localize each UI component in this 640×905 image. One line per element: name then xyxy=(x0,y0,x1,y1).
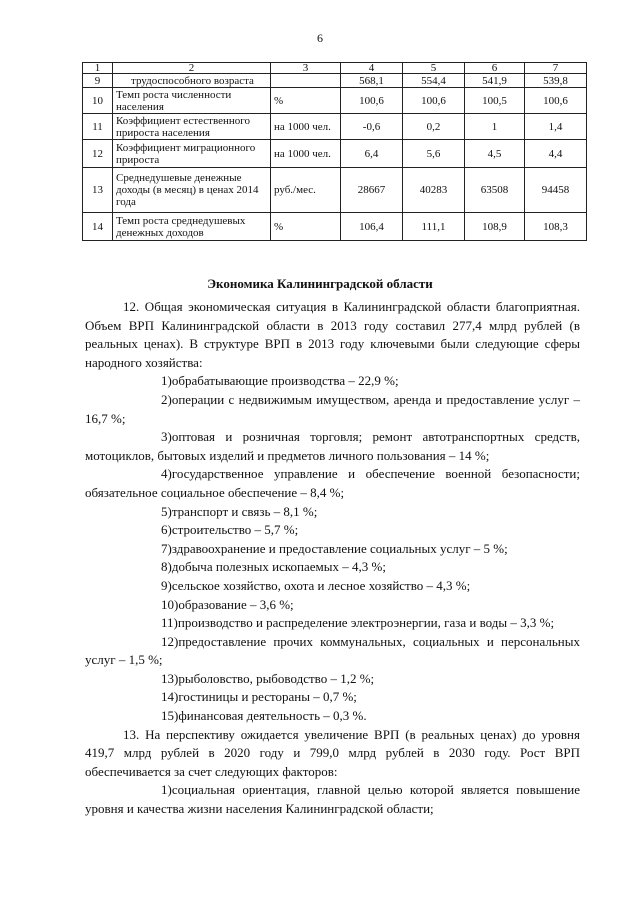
indicator-unit: на 1000 чел. xyxy=(271,114,341,140)
list-item-text: производство и распределение электроэнергии, газа и воды – 3,3 %; xyxy=(177,615,555,631)
value-cell: 111,1 xyxy=(403,213,465,241)
row-number: 11 xyxy=(83,114,113,140)
list-item xyxy=(85,465,580,502)
value-cell: -0,6 xyxy=(341,114,403,140)
list-item-number: 15) xyxy=(161,708,179,724)
list-item xyxy=(85,372,580,391)
paragraph-12: 12. Общая экономическая ситуация в Калининградской области благоприятная. Объем ВРП Калининградской области в 2013 году составил 277,4 млрд рублей (в реальных ценах). В структуре ВРП в 2013 году ключевыми были следующие сферы народного хозяйства: xyxy=(85,299,580,370)
header-cell: 2 xyxy=(113,63,271,74)
header-cell: 7 xyxy=(525,63,587,74)
list-item-number: 1) xyxy=(161,373,172,389)
list-item-text: операции с недвижимым имуществом, аренда и предоставление услуг – 16,7 %; xyxy=(85,391,580,426)
indicator-name: Темп роста среднедушевых денежных доходов xyxy=(113,213,271,241)
row-number: 14 xyxy=(83,213,113,241)
list-item-text: здравоохранение и предоставление социальных услуг – 5 %; xyxy=(171,540,508,556)
header-cell: 1 xyxy=(83,63,113,74)
indicator-name: Коэффициент естественного прироста населения xyxy=(113,114,271,140)
list-item-text: государственное управление и обеспечение военной безопасности; обязательное социальное обеспечение – 8,4 %; xyxy=(85,466,580,500)
factor-item-text: социальная ориентация, главной целью которой является повышение уровня и качества жизни населения Калининградской области; xyxy=(85,782,580,817)
header-cell: 5 xyxy=(403,63,465,74)
value-cell: 108,3 xyxy=(525,213,587,241)
value-cell: 4,4 xyxy=(525,140,587,168)
list-item-number: 10) xyxy=(161,596,179,612)
value-cell: 541,9 xyxy=(465,74,525,88)
value-cell: 108,9 xyxy=(465,213,525,241)
list-item-number: 6) xyxy=(161,522,172,538)
list-item xyxy=(85,428,580,465)
list-item xyxy=(85,503,580,522)
value-cell: 100,6 xyxy=(525,88,587,114)
table-row xyxy=(83,140,587,168)
indicator-name: трудоспособного возраста xyxy=(113,74,271,88)
value-cell: 1 xyxy=(465,114,525,140)
indicators-table xyxy=(82,62,587,241)
indicator-name: Темп роста численности населения xyxy=(113,88,271,114)
value-cell: 539,8 xyxy=(525,74,587,88)
section-heading: Экономика Калининградской области xyxy=(207,276,433,291)
list-item-number: 2) xyxy=(161,391,172,407)
table-row xyxy=(83,213,587,241)
value-cell: 100,6 xyxy=(403,88,465,114)
value-cell: 63508 xyxy=(465,168,525,213)
list-item xyxy=(85,633,580,670)
list-item xyxy=(85,670,580,689)
value-cell: 1,4 xyxy=(525,114,587,140)
value-cell: 94458 xyxy=(525,168,587,213)
list-item-number: 11) xyxy=(161,615,178,631)
value-cell: 6,4 xyxy=(341,140,403,168)
list-item-text: рыболовство, рыбоводство – 1,2 %; xyxy=(178,670,375,686)
body-text xyxy=(85,298,580,819)
list-item-number: 14) xyxy=(161,689,179,705)
indicator-unit xyxy=(271,74,341,88)
table-row xyxy=(83,114,587,140)
list-item-number: 7) xyxy=(161,540,172,556)
list-item-number: 9) xyxy=(161,577,172,593)
factor-item-number: 1) xyxy=(161,782,172,798)
value-cell: 100,6 xyxy=(341,88,403,114)
row-number: 13 xyxy=(83,168,113,213)
paragraph-13: 13. На перспективу ожидается увеличение ВРП (в реальных ценах) до уровня 419,7 млрд рублей в 2020 году и 799,0 млрд рублей в 2030 году. Рост ВРП обеспечивается за счет следующих факторов: xyxy=(85,726,580,779)
list-item-number: 3) xyxy=(161,429,172,445)
row-number: 9 xyxy=(83,74,113,88)
list-item-text: оптовая и розничная торговля; ремонт автотранспортных средств, мотоциклов, бытовых изделий и предметов личного пользования – 14 %; xyxy=(85,429,580,463)
value-cell: 568,1 xyxy=(341,74,403,88)
list-item-number: 4) xyxy=(161,466,172,482)
list-item xyxy=(85,577,580,596)
list-item xyxy=(85,596,580,615)
value-cell: 4,5 xyxy=(465,140,525,168)
list-item-text: предоставление прочих коммунальных, социальных и персональных услуг – 1,5 %; xyxy=(85,633,580,668)
factor-item xyxy=(85,781,580,818)
list-item xyxy=(85,614,580,633)
table-row xyxy=(83,168,587,213)
indicator-name: Коэффициент миграционного прироста xyxy=(113,140,271,168)
value-cell: 554,4 xyxy=(403,74,465,88)
indicator-unit: % xyxy=(271,213,341,241)
list-item-text: строительство – 5,7 %; xyxy=(171,522,299,538)
value-cell: 106,4 xyxy=(341,213,403,241)
list-item xyxy=(85,521,580,540)
row-number: 12 xyxy=(83,140,113,168)
list-item-text: транспорт и связь – 8,1 %; xyxy=(171,503,318,519)
list-item-text: обрабатывающие производства – 22,9 %; xyxy=(171,373,399,389)
value-cell: 28667 xyxy=(341,168,403,213)
list-item-text: добыча полезных ископаемых – 4,3 %; xyxy=(171,559,386,575)
indicator-unit: % xyxy=(271,88,341,114)
row-number: 10 xyxy=(83,88,113,114)
list-item-text: финансовая деятельность – 0,3 %. xyxy=(178,708,367,724)
value-cell: 100,5 xyxy=(465,88,525,114)
table-row xyxy=(83,74,587,88)
list-item-text: образование – 3,6 %; xyxy=(178,596,294,612)
value-cell: 5,6 xyxy=(403,140,465,168)
header-cell: 6 xyxy=(465,63,525,74)
list-item-number: 8) xyxy=(161,559,172,575)
list-item xyxy=(85,391,580,428)
indicator-unit: руб./мес. xyxy=(271,168,341,213)
list-item xyxy=(85,707,580,726)
list-item-number: 5) xyxy=(161,503,172,519)
value-cell: 0,2 xyxy=(403,114,465,140)
list-item xyxy=(85,558,580,577)
list-item-text: гостиницы и рестораны – 0,7 %; xyxy=(178,689,357,705)
indicator-unit: на 1000 чел. xyxy=(271,140,341,168)
table-row xyxy=(83,88,587,114)
value-cell: 40283 xyxy=(403,168,465,213)
header-cell: 3 xyxy=(271,63,341,74)
table-header-row xyxy=(83,63,587,74)
header-cell: 4 xyxy=(341,63,403,74)
list-item xyxy=(85,540,580,559)
list-item xyxy=(85,688,580,707)
list-item-number: 12) xyxy=(161,633,179,649)
indicator-name: Среднедушевые денежные доходы (в месяц) в ценах 2014 года xyxy=(113,168,271,213)
list-item-number: 13) xyxy=(161,670,179,686)
page-number: 6 xyxy=(317,31,323,45)
list-item-text: сельское хозяйство, охота и лесное хозяйство – 4,3 %; xyxy=(171,577,471,593)
